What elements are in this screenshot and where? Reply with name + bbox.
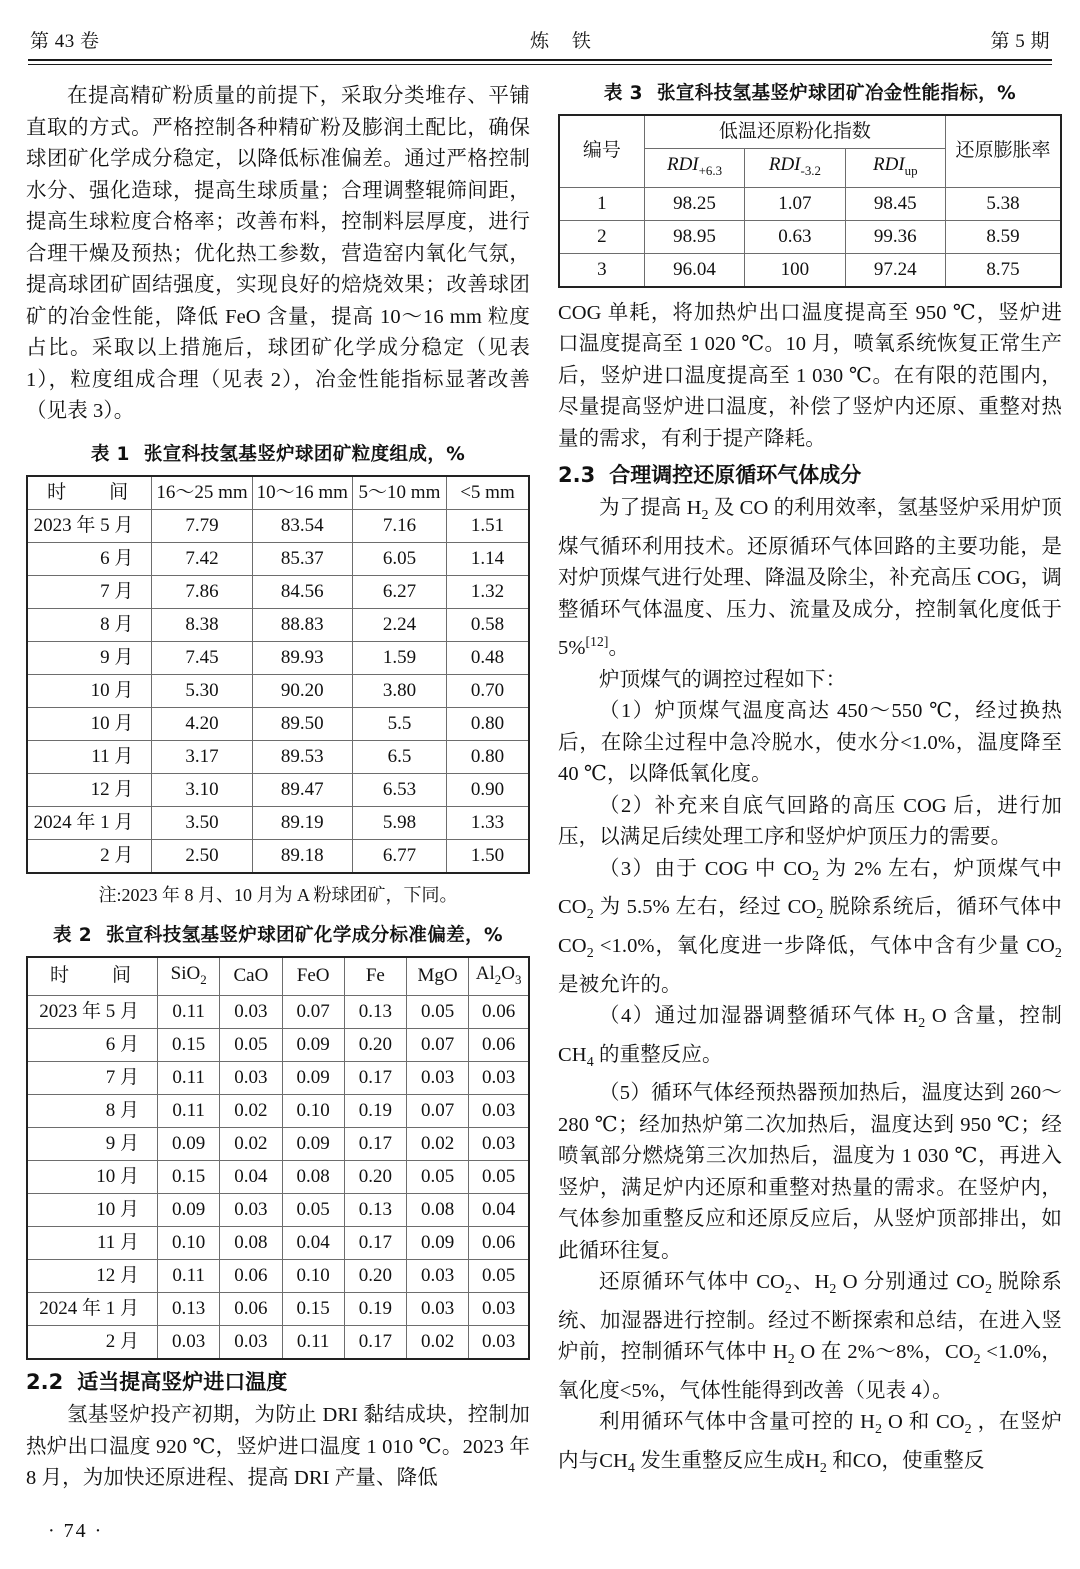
cell-time: 2024 年 1 月 [27, 806, 152, 839]
cell-value: 0.11 [158, 1260, 220, 1293]
cell-value: 0.04 [282, 1227, 344, 1260]
txt-i3b: 为 2% 左右，炉顶煤气中 CO [558, 857, 1062, 919]
table-2-title: 张宣科技氢基竖炉球团矿化学成分标准偏差，% [106, 924, 503, 946]
cell-value: 0.17 [344, 1128, 406, 1161]
cell-value: 84.56 [252, 575, 352, 608]
cell-value: 1.32 [446, 575, 529, 608]
cell-value: 0.09 [406, 1227, 468, 1260]
cell-value: 8.38 [152, 608, 252, 641]
cell-value: 6.27 [352, 575, 446, 608]
sub-2: 2 [875, 1422, 883, 1438]
cell-value: 0.03 [406, 1260, 468, 1293]
issue-label: 第 5 期 [990, 31, 1050, 52]
cell-value: 0.02 [220, 1095, 282, 1128]
txt-i4b: O 含量，控制 CH [558, 1005, 1063, 1066]
th-10-16mm: 10～16 mm [252, 476, 352, 510]
cell-value: 89.18 [252, 839, 352, 873]
table-3-metallurgical-index [558, 114, 1062, 288]
txt-gf: <1.0%，氧化度<5%，气体性能得到改善（见表 4）。 [558, 1341, 1062, 1402]
th-5-10mm: 5～10 mm [352, 476, 446, 510]
cell-value: 0.05 [220, 1029, 282, 1062]
cell-value: 0.80 [446, 707, 529, 740]
paragraph-item-4 [558, 1001, 1062, 1078]
sub-2: 2 [829, 1282, 837, 1298]
table-3-block [558, 81, 1062, 288]
cell-value: 1.33 [446, 806, 529, 839]
cell-value: 99.36 [845, 220, 945, 253]
cell-value: 0.10 [158, 1227, 220, 1260]
cell-value: 0.58 [446, 608, 529, 641]
cell-value: 0.03 [220, 996, 282, 1029]
th-rdi-minus32: $RDI_{-3.2}$ [745, 149, 845, 188]
cell-value: 3.50 [152, 806, 252, 839]
paragraph-item-1: （1）炉顶煤气温度高达 450～550 ℃，经过换热后，在除尘过程中急冷脱水，使水分<1.0%，温度降至 40 ℃，以降低氧化度。 [558, 700, 1062, 786]
paragraph-item-5: （5）循环气体经预热器预加热后，温度达到 260～280 ℃；经加热炉第二次加热后，温度达到 950 ℃；经喷氧部分燃烧第三次加热后，温度为 1 030 ℃，再进入竖炉，满足炉内还原和重整对热量的需求。在竖炉内，气体参加重整反应和还原反应后，从竖炉顶部排出，如此循环往复。 [558, 1082, 1062, 1262]
txt-i3c: 为 5.5% 左右，经过 CO [593, 896, 817, 919]
table-row-header [27, 476, 529, 510]
table-row-header [559, 115, 1061, 149]
cell-value: 89.19 [252, 806, 352, 839]
cell-value: 3.10 [152, 773, 252, 806]
table-row [27, 1062, 529, 1095]
txt-ld: 发生重整反应生成H [634, 1449, 820, 1472]
cell-value: 7.79 [152, 509, 252, 542]
cell-value: 98.25 [644, 187, 744, 220]
cell-value: 0.04 [469, 1194, 529, 1227]
table-1-note: 注:2023 年 8 月、10 月为 A 粉球团矿，下同。 [98, 884, 458, 905]
cell-value: 0.10 [282, 1095, 344, 1128]
th-feo: FeO [282, 957, 344, 996]
table-row [27, 1095, 529, 1128]
cell-value: 5.98 [352, 806, 446, 839]
table-row [27, 806, 529, 839]
txt-post-h2: 及 CO 的利用效率，氢基竖炉采用炉顶煤气循环利用技术。还原循环气体回路的主要功能，是对炉顶煤气进行处理、降温及除尘，补充高压 COG，调整循环气体温度、压力、流量及成分，控制氧化度低于 5% [558, 497, 1063, 660]
cell-value: 0.11 [282, 1326, 344, 1360]
cell-value: 0.10 [282, 1260, 344, 1293]
two-column-layout [26, 81, 1063, 1495]
sub-2: 2 [964, 1422, 972, 1438]
cell-time: 11 月 [27, 1227, 158, 1260]
table-row [27, 839, 529, 873]
cell-value: 0.13 [158, 1293, 220, 1326]
cell-value: 0.09 [282, 1062, 344, 1095]
cell-value: 7.16 [352, 509, 446, 542]
left-column [26, 81, 530, 1495]
section-title-2-3: 合理调控还原循环气体成分 [609, 463, 862, 488]
volume-label: 第 43 卷 [30, 31, 100, 52]
table-row [27, 996, 529, 1029]
cell-value: 0.07 [406, 1095, 468, 1128]
cell-value: 0.20 [344, 1029, 406, 1062]
sub-2: 2 [918, 1016, 926, 1032]
cell-value: 0.05 [406, 1161, 468, 1194]
table-row [27, 1194, 529, 1227]
cell-value: 0.02 [220, 1128, 282, 1161]
page-number: · 74 · [48, 1520, 104, 1542]
cell-value: 0.20 [344, 1161, 406, 1194]
sub-2: 2 [586, 907, 594, 923]
txt-i4c: 的重整反应。 [593, 1043, 723, 1066]
journal-title: 炼 铁 [530, 31, 600, 52]
cell-value: 0.17 [344, 1227, 406, 1260]
cell-value: 0.03 [220, 1194, 282, 1227]
paragraph-lead-in: 炉顶煤气的调控过程如下： [599, 668, 847, 691]
txt-la: 利用循环气体中含量可控的 H [599, 1411, 876, 1434]
cell-time: 9 月 [27, 641, 152, 674]
cell-value: 0.05 [282, 1194, 344, 1227]
paragraph-quality-measures: 在提高精矿粉质量的前提下，采取分类堆存、平铺直取的方式。严格控制各种精矿粉及膨润土配比，确保球团矿化学成分稳定，以降低标准偏差。通过严格控制水分、强化造球，提高生球质量；合理调整辊筛间距，提高生球粒度合格率；改善布料，控制料层厚度，进行合理干燥及预热；优化热工参数，营造窑内氧化气氛，提高球团矿固结强度，实现良好的焙烧效果；改善球团矿的冶金性能，降低 FeO 含量，提高 10～16 mm 粒度占比。采取以上措施后，球团矿化学成分稳定（见表 1），粒度组成合理（见表 2），冶金性能指标显著改善（见表 3）。 [26, 85, 530, 422]
table-row [27, 542, 529, 575]
th-group-rdi: 低温还原粉化指数 [644, 115, 945, 149]
cell-value: 0.08 [406, 1194, 468, 1227]
cell-time: 2 月 [27, 839, 152, 873]
cell-value: 7.45 [152, 641, 252, 674]
cell-value: 90.20 [252, 674, 352, 707]
table-1-title: 张宣科技氢基竖炉球团矿粒度组成，% [143, 443, 466, 465]
cell-value: 0.09 [282, 1029, 344, 1062]
sub-2: 2 [816, 907, 824, 923]
txt-ga: 还原循环气体中 CO [599, 1271, 785, 1294]
header-divider [28, 59, 1052, 65]
th-sio2: SiO$_2$ [158, 957, 220, 996]
cell-value: 0.03 [469, 1293, 529, 1326]
table-row [27, 509, 529, 542]
cell-value: 0.11 [158, 1095, 220, 1128]
cell-value: 0.15 [158, 1029, 220, 1062]
cell-value: 0.08 [282, 1161, 344, 1194]
txt-i3a: （3）由于 COG 中 CO [599, 857, 812, 880]
cell-value: 0.03 [469, 1062, 529, 1095]
cell-value: 96.04 [644, 253, 744, 287]
cell-value: 0.03 [469, 1326, 529, 1360]
cell-value: 98.45 [845, 187, 945, 220]
section-number-2-3: 2.3 [558, 463, 596, 488]
cell-value: 0.09 [158, 1128, 220, 1161]
cell-value: 8.75 [946, 253, 1062, 287]
cell-value: 0.03 [406, 1293, 468, 1326]
cell-value: 1.07 [745, 187, 845, 220]
cell-time: 12 月 [27, 1260, 158, 1293]
txt-gd: 脱除系统、加湿器进行控制。经过不断探索和总结，在进入竖炉前，控制循环气体中 H [558, 1271, 1062, 1364]
cell-value: 2.24 [352, 608, 446, 641]
table-2-caption [26, 923, 530, 949]
cell-value: 0.03 [158, 1326, 220, 1360]
txt-ge: O 在 2%～8%，CO [794, 1341, 974, 1364]
table-row [27, 707, 529, 740]
cell-value: 5.5 [352, 707, 446, 740]
cell-value: 0.20 [344, 1260, 406, 1293]
cell-value: 0.17 [344, 1062, 406, 1095]
cell-time: 10 月 [27, 1194, 158, 1227]
cell-value: 3.80 [352, 674, 446, 707]
txt-pre-h2: 为了提高 H [599, 497, 702, 520]
cell-value: 7.86 [152, 575, 252, 608]
table-row [27, 1128, 529, 1161]
section-number-2-2: 2.2 [26, 1370, 64, 1395]
cell-value: 8.59 [946, 220, 1062, 253]
sub-2: 2 [784, 1282, 792, 1298]
cell-value: 6.53 [352, 773, 446, 806]
th-16-25mm: 16～25 mm [152, 476, 252, 510]
th-al2o3: $Al_2O_3$ [469, 957, 529, 996]
cell-value: 0.08 [220, 1227, 282, 1260]
section-heading-2-3 [558, 459, 1062, 491]
table-row [27, 1029, 529, 1062]
cell-value: 0.03 [220, 1062, 282, 1095]
cell-value: 0.02 [406, 1128, 468, 1161]
cell-value: 1.14 [446, 542, 529, 575]
cell-value: 2.50 [152, 839, 252, 873]
cell-time: 2023 年 5 月 [27, 509, 152, 542]
table-1-number: 表 1 [90, 443, 130, 465]
table-row [27, 641, 529, 674]
cell-value: 89.53 [252, 740, 352, 773]
table-1-block [26, 442, 530, 909]
txt-lc: ，在竖炉内与CH [558, 1411, 1062, 1472]
paragraph-item-2: （2）补充来自底气回路的高压 COG 后，进行加压，以满足后续处理工序和竖炉炉顶压力的需要。 [558, 794, 1062, 849]
cell-value: 0.70 [446, 674, 529, 707]
paragraph-temperature-continued: COG 单耗，将加热炉出口温度提高至 950 ℃，竖炉进口温度提高至 1 020 ℃。10 月，喷氧系统恢复正常生产后，竖炉进口温度提高至 1 030 ℃。在有限的范围内，尽量提高竖炉进口温度，补偿了竖炉内还原、重整对热量的需求，有利于提产降耗。 [558, 301, 1062, 450]
cell-value: 1.51 [446, 509, 529, 542]
cell-time: 2024 年 1 月 [27, 1293, 158, 1326]
cell-time: 8 月 [27, 608, 152, 641]
right-column [558, 81, 1062, 1495]
table-row [27, 1227, 529, 1260]
sub-2: 2 [787, 1352, 795, 1368]
cell-value: 1.50 [446, 839, 529, 873]
cell-value: 0.63 [745, 220, 845, 253]
cell-value: 83.54 [252, 509, 352, 542]
cell-time: 6 月 [27, 542, 152, 575]
table-row [27, 1260, 529, 1293]
txt-lb: O 和 CO [882, 1411, 965, 1434]
cell-value: 6.5 [352, 740, 446, 773]
table-3-caption [558, 81, 1062, 107]
cell-value: 4.20 [152, 707, 252, 740]
sub-2: 2 [819, 1461, 827, 1477]
table-3-title: 张宣科技氢基竖炉球团矿冶金性能指标，% [656, 83, 1017, 104]
section-heading-2-2 [26, 1366, 530, 1398]
cell-value: 7.42 [152, 542, 252, 575]
cell-value: 0.04 [220, 1161, 282, 1194]
cell-value: 0.15 [158, 1161, 220, 1194]
cell-time: 8 月 [27, 1095, 158, 1128]
cell-id: 2 [559, 220, 644, 253]
table-row [27, 1161, 529, 1194]
cell-value: 0.03 [469, 1095, 529, 1128]
cell-value: 100 [745, 253, 845, 287]
cell-time: 7 月 [27, 1062, 158, 1095]
cell-value: 1.59 [352, 641, 446, 674]
paragraph-reforming [558, 1407, 1062, 1484]
cell-value: 6.77 [352, 839, 446, 873]
th-expansion: 还原膨胀率 [946, 115, 1062, 187]
cell-time: 9 月 [27, 1128, 158, 1161]
sub-2: 2 [812, 868, 820, 884]
cell-value: 0.03 [220, 1326, 282, 1360]
sub-4: 4 [586, 1054, 594, 1070]
cell-value: 5.30 [152, 674, 252, 707]
sub-2: 2 [973, 1352, 981, 1368]
cell-time: 10 月 [27, 707, 152, 740]
table-row [27, 740, 529, 773]
table-row [559, 253, 1061, 287]
cell-time: 6 月 [27, 1029, 158, 1062]
running-head [26, 26, 1054, 59]
table-row [27, 1293, 529, 1326]
cell-time: 2023 年 5 月 [27, 996, 158, 1029]
th-rdi-up: $RDI_{up}$ [845, 149, 945, 188]
cell-value: 0.06 [469, 1227, 529, 1260]
th-time: 时 间 [27, 957, 158, 996]
cell-time: 12 月 [27, 773, 152, 806]
table-1-caption [26, 442, 530, 468]
cell-value: 0.15 [282, 1293, 344, 1326]
th-time: 时 间 [27, 476, 152, 510]
cell-value: 0.48 [446, 641, 529, 674]
cell-value: 0.90 [446, 773, 529, 806]
cell-value: 85.37 [252, 542, 352, 575]
txt-i3d: 脱除系统后，循环气体中 CO [558, 896, 1063, 957]
cell-time: 2 月 [27, 1326, 158, 1360]
txt-i3f: 是被允许的。 [558, 973, 682, 996]
cell-value: 0.05 [469, 1161, 529, 1194]
cell-value: 88.83 [252, 608, 352, 641]
cell-value: 0.09 [158, 1194, 220, 1227]
th-cao: CaO [220, 957, 282, 996]
cell-id: 1 [559, 187, 644, 220]
cell-value: 6.05 [352, 542, 446, 575]
cell-value: 98.95 [644, 220, 744, 253]
sub-4: 4 [627, 1461, 635, 1477]
txt-i3e: <1.0%，氧化度进一步降低，气体中含有少量 CO [593, 934, 1055, 957]
table-row-header [27, 957, 529, 996]
cell-value: 0.02 [406, 1326, 468, 1360]
citation-ref: [12] [585, 634, 609, 650]
cell-value: 0.80 [446, 740, 529, 773]
txt-gb: 、H [791, 1271, 830, 1294]
th-id: 编号 [559, 115, 644, 187]
table-row [27, 575, 529, 608]
table-row [27, 773, 529, 806]
table-row [27, 608, 529, 641]
cell-time: 10 月 [27, 674, 152, 707]
cell-value: 0.17 [344, 1326, 406, 1360]
txt-period: 。 [608, 637, 630, 660]
txt-i4a: （4）通过加湿器调整循环气体 H [599, 1005, 919, 1027]
paragraph-2-2-body: 氢基竖炉投产初期，为防止 DRI 黏结成块，控制加热炉出口温度 920 ℃，竖炉进口温度 1 010 ℃。2023 年 8 月，为加快还原进程、提高 DRI 产量、降低 [26, 1404, 530, 1490]
cell-value: 0.06 [220, 1260, 282, 1293]
cell-value: 0.06 [469, 1029, 529, 1062]
paragraph-item-3 [558, 854, 1062, 1001]
table-2-block [26, 923, 530, 1361]
cell-value: 0.13 [344, 1194, 406, 1227]
cell-id: 3 [559, 253, 644, 287]
cell-value: 97.24 [845, 253, 945, 287]
sub-2: 2 [1054, 946, 1062, 961]
cell-value: 5.38 [946, 187, 1062, 220]
cell-value: 0.19 [344, 1095, 406, 1128]
sub-2: 2 [701, 508, 709, 524]
sub-2: 2 [984, 1282, 993, 1298]
cell-value: 0.11 [158, 996, 220, 1029]
cell-time: 10 月 [27, 1161, 158, 1194]
paragraph-gas-control [558, 1267, 1062, 1407]
table-3-number: 表 3 [603, 83, 643, 104]
table-2-number: 表 2 [53, 924, 93, 946]
cell-value: 0.05 [469, 1260, 529, 1293]
cell-value: 0.19 [344, 1293, 406, 1326]
table-2-chemical-stddev [26, 956, 530, 1361]
table-row [559, 187, 1061, 220]
txt-gc: O 分别通过 CO [836, 1271, 985, 1294]
th-lt5mm: <5 mm [446, 476, 529, 510]
paragraph-2-3-intro [558, 493, 1062, 664]
cell-value: 0.07 [406, 1029, 468, 1062]
th-fe: Fe [344, 957, 406, 996]
cell-value: 0.13 [344, 996, 406, 1029]
section-title-2-2: 适当提高竖炉进口温度 [77, 1370, 288, 1395]
th-rdi-plus63: $RDI_{+6.3}$ [644, 149, 744, 188]
cell-value: 0.11 [158, 1062, 220, 1095]
txt-le: 和CO，使重整反 [826, 1449, 985, 1472]
cell-value: 0.06 [220, 1293, 282, 1326]
cell-value: 0.06 [469, 996, 529, 1029]
cell-value: 0.07 [282, 996, 344, 1029]
table-1-size-composition [26, 475, 530, 874]
table-row [559, 220, 1061, 253]
cell-value: 89.50 [252, 707, 352, 740]
cell-value: 89.93 [252, 641, 352, 674]
cell-value: 0.03 [469, 1128, 529, 1161]
cell-value: 0.09 [282, 1128, 344, 1161]
cell-value: 0.05 [406, 996, 468, 1029]
cell-time: 7 月 [27, 575, 152, 608]
sub-2: 2 [586, 946, 594, 961]
cell-value: 89.47 [252, 773, 352, 806]
table-row [27, 674, 529, 707]
cell-value: 0.03 [406, 1062, 468, 1095]
cell-time: 11 月 [27, 740, 152, 773]
th-mgo: MgO [406, 957, 468, 996]
table-row [27, 1326, 529, 1360]
cell-value: 3.17 [152, 740, 252, 773]
